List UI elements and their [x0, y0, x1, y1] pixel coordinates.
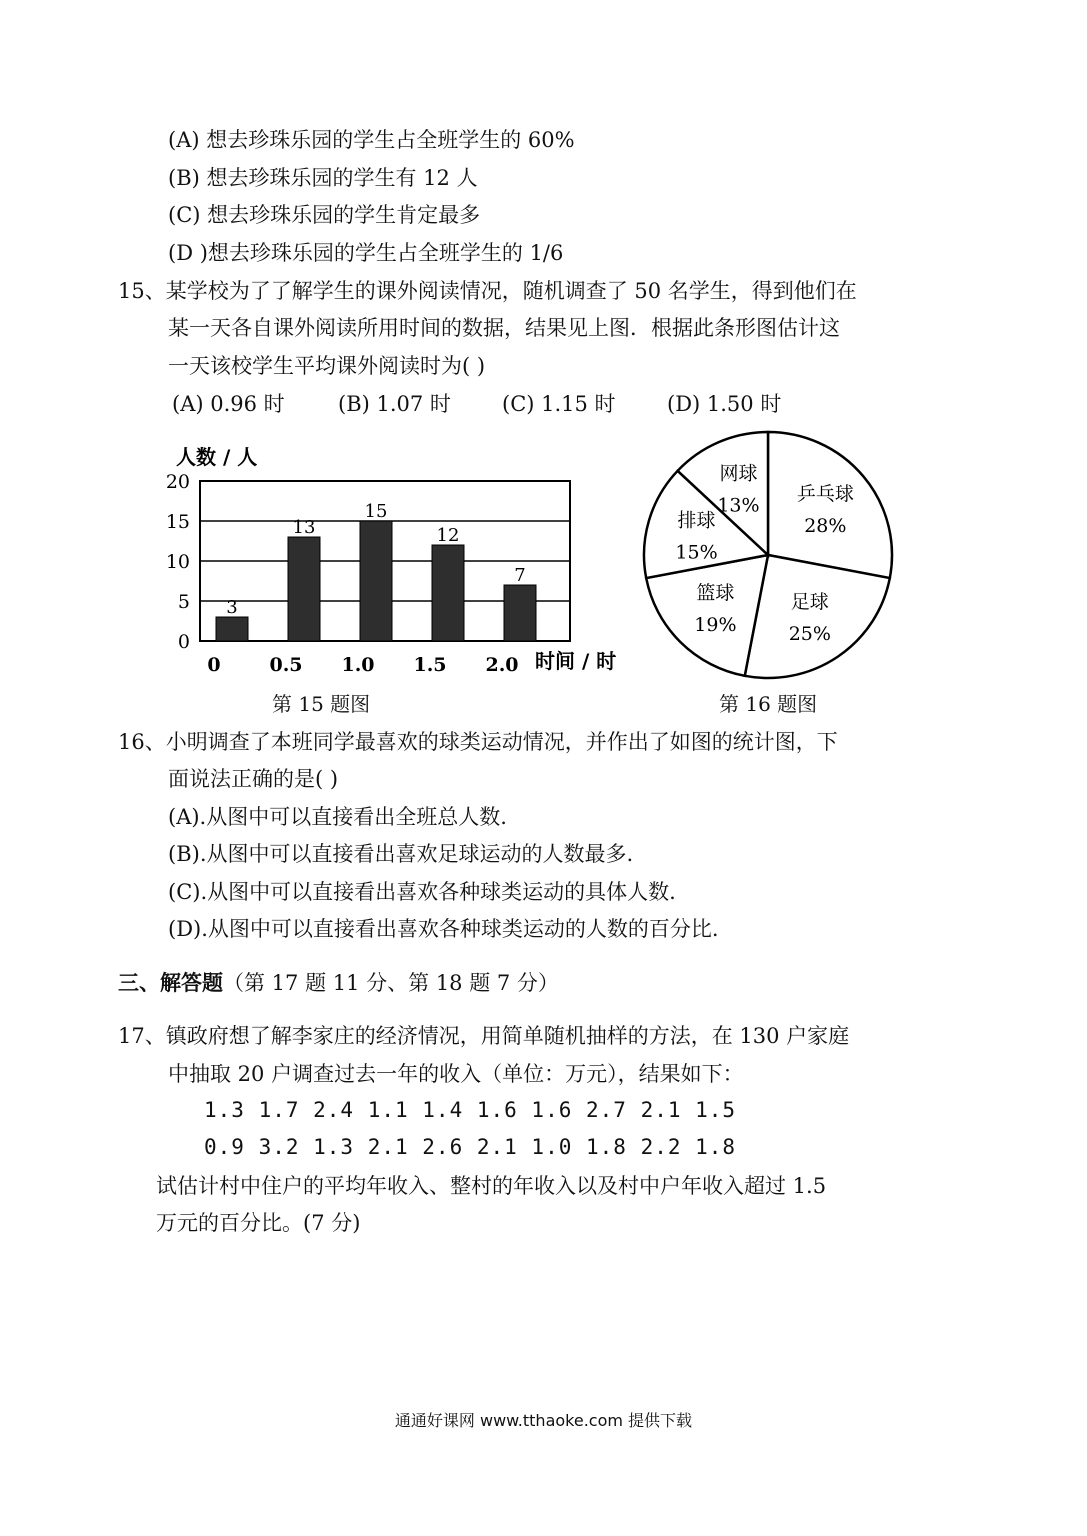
page-footer: 通通好课网 www.tthaoke.com 提供下载	[394, 1411, 693, 1430]
q15-option-a: (A) 0.96 时	[172, 392, 285, 416]
bar-chart-value-label: 13	[292, 517, 316, 538]
bar-chart-xtick-label: 1.0	[341, 654, 375, 676]
bar-chart-value-label: 7	[514, 565, 526, 586]
pie-chart-percent-label: 19%	[694, 614, 737, 637]
bar-chart	[160, 438, 630, 683]
pie-chart-percent-label: 25%	[788, 623, 831, 646]
pie-chart-category-label: 排球	[677, 509, 716, 532]
q14-option-d: (D )想去珍珠乐园的学生占全班学生的 1/6	[168, 241, 564, 265]
section-3-title: 三、解答题	[118, 970, 223, 995]
bar-chart-xtick-label: 0	[207, 654, 221, 676]
pie-chart-slice	[745, 555, 890, 678]
section-3-note: （第 17 题 11 分、第 18 题 7 分）	[223, 971, 559, 995]
bar-chart-ytick-label: 5	[177, 591, 190, 613]
q16-line-1: 16、小明调查了本班同学最喜欢的球类运动情况，并作出了如图的统计图，下	[118, 730, 838, 754]
pie-chart	[636, 428, 900, 684]
section-3-heading	[118, 969, 559, 997]
pie-chart-category-label: 足球	[790, 591, 829, 614]
pie-chart-category-label: 篮球	[696, 582, 735, 605]
q16-option-a: (A).从图中可以直接看出全班总人数.	[168, 805, 507, 829]
bar-chart-xtick-label: 0.5	[269, 654, 303, 676]
q16-option-d: (D).从图中可以直接看出喜欢各种球类运动的人数的百分比.	[168, 917, 719, 941]
q17-line-2: 中抽取 20 户调查过去一年的收入（单位：万元），结果如下：	[168, 1062, 744, 1086]
bar-chart-bar	[216, 617, 248, 641]
bar-chart-xtick-label: 1.5	[413, 654, 447, 676]
bar-chart-bar	[504, 585, 536, 641]
bar-chart-ytick-label: 20	[165, 471, 190, 493]
bar-chart-bar	[432, 545, 464, 641]
q14-option-b: (B) 想去珍珠乐园的学生有 12 人	[168, 166, 478, 190]
q17-data-row-2: 0.9 3.2 1.3 2.1 2.6 2.1 1.0 1.8 2.2 1.8	[204, 1135, 737, 1159]
q15-line-3: 一天该校学生平均课外阅读时为( )	[168, 354, 486, 378]
q14-option-c: (C) 想去珍珠乐园的学生肯定最多	[168, 203, 481, 227]
q14-option-a: (A) 想去珍珠乐园的学生占全班学生的 60%	[168, 128, 575, 152]
bar-chart-ytick-label: 0	[177, 631, 190, 653]
q16-option-c: (C).从图中可以直接看出喜欢各种球类运动的具体人数.	[168, 880, 676, 904]
q15-line-1: 15、某学校为了了解学生的课外阅读情况，随机调查了 50 名学生，得到他们在	[118, 279, 857, 303]
bar-chart-xtick-label: 2.0	[485, 654, 519, 676]
q15-line-2: 某一天各自课外阅读所用时间的数据，结果见上图．根据此条形图估计这	[168, 316, 840, 340]
bar-chart-bar	[360, 521, 392, 641]
bar-chart-ytick-label: 10	[165, 551, 190, 573]
q16-option-b: (B).从图中可以直接看出喜欢足球运动的人数最多.	[168, 842, 634, 866]
q15-option-c: (C) 1.15 时	[502, 392, 616, 416]
q15-option-d: (D) 1.50 时	[667, 392, 782, 416]
bar-chart-value-label: 12	[436, 525, 460, 546]
bar-chart-ytick-label: 15	[165, 511, 190, 533]
bar-chart-bar	[288, 537, 320, 641]
bar-chart-xlabel: 时间 / 时	[535, 649, 617, 673]
pie-chart-percent-label: 28%	[804, 514, 847, 537]
pie-chart-caption: 第 16 题图	[719, 692, 818, 716]
pie-chart-category-label: 网球	[719, 462, 758, 485]
pie-chart-percent-label: 15%	[675, 541, 718, 564]
q17-data-row-1: 1.3 1.7 2.4 1.1 1.4 1.6 1.6 2.7 2.1 1.5	[204, 1098, 737, 1122]
bar-chart-caption: 第 15 题图	[272, 692, 371, 716]
bar-chart-value-label: 15	[364, 501, 388, 522]
bar-chart-value-label: 3	[226, 597, 238, 618]
pie-chart-percent-label: 13%	[717, 494, 760, 517]
bar-chart-ylabel: 人数 / 人	[176, 445, 258, 469]
q16-line-2: 面说法正确的是( )	[168, 767, 339, 791]
q17-tail-2: 万元的百分比。(7 分)	[156, 1211, 361, 1235]
q15-option-b: (B) 1.07 时	[338, 392, 451, 416]
q17-line-1: 17、镇政府想了解李家庄的经济情况，用简单随机抽样的方法，在 130 户家庭	[118, 1024, 850, 1048]
q17-tail-1: 试估计村中住户的平均年收入、整村的年收入以及村中户年收入超过 1.5	[156, 1174, 827, 1198]
pie-chart-category-label: 乒乓球	[796, 482, 854, 505]
pie-chart-slice	[768, 432, 892, 578]
